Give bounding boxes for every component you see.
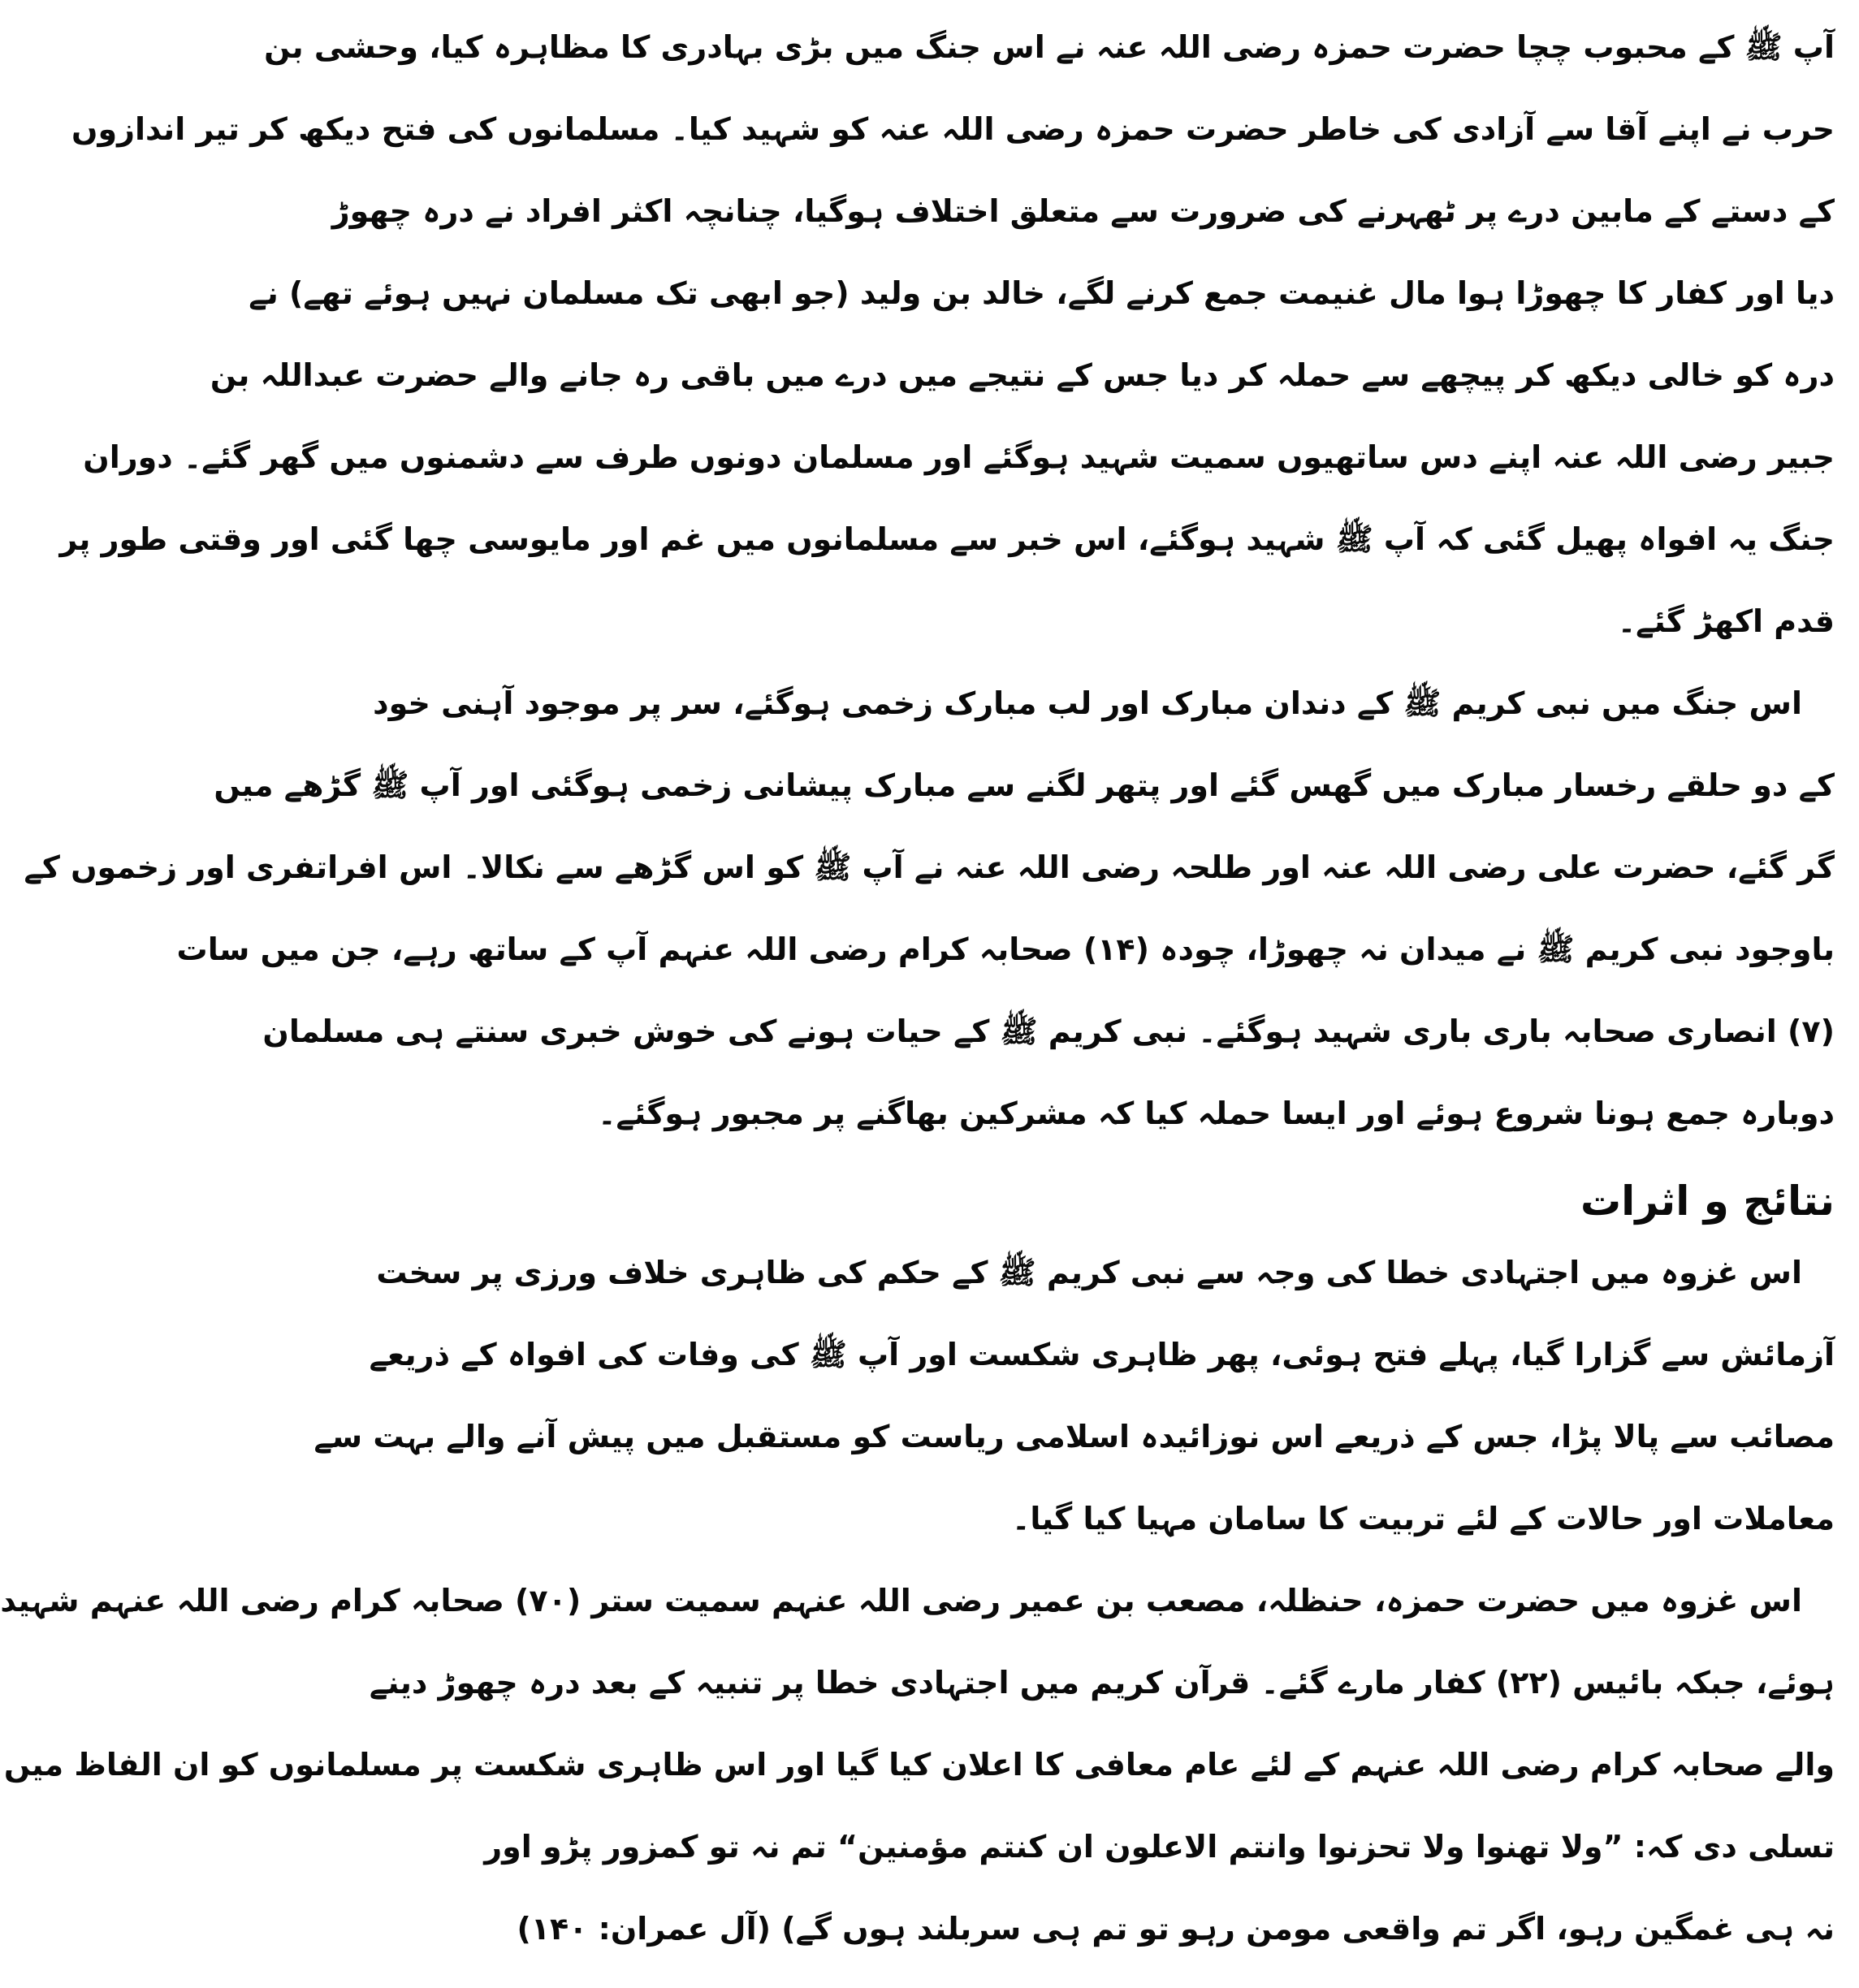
text-line: آپ ﷺ کے محبوب چچا حضرت حمزہ رضی اللہ عنہ نے اس جنگ میں بڑی بہادری کا مظاہرہ کیا، وحشی بن xyxy=(264,29,1835,65)
text-line: جنگ یہ افواہ پھیل گئی کہ آپ ﷺ شہید ہوگئے، اس خبر سے مسلمانوں میں غم اور مایوسی چھا گئی اور وقتی طور پر xyxy=(59,521,1835,557)
text-line: آزمائش سے گزارا گیا، پہلے فتح ہوئی، پھر ظاہری شکست اور آپ ﷺ کی وفات کی افواہ کے ذریعے xyxy=(369,1337,1835,1372)
text-line: باوجود نبی کریم ﷺ نے میدان نہ چھوڑا، چودہ (۱۴) صحابہ کرام رضی اللہ عنہم آپ کے ساتھ رہے، جن میں سات xyxy=(176,931,1835,967)
text-line: اس جنگ میں نبی کریم ﷺ کے دندان مبارک اور لب مبارک زخمی ہوگئے، سر پر موجود آہنی خود xyxy=(373,685,1802,721)
text-line: کے دستے کے مابین درے پر ٹھہرنے کی ضرورت سے متعلق اختلاف ہوگیا، چنانچہ اکثر افراد نے درہ چھوڑ xyxy=(331,193,1835,229)
paragraph-1 xyxy=(59,24,1835,681)
text-line: قدم اکھڑ گئے۔ xyxy=(1617,603,1835,639)
text-line: دیا اور کفار کا چھوڑا ہوا مال غنیمت جمع کرنے لگے، خالد بن ولید (جو ابھی تک مسلمان نہیں ہوئے تھے) نے xyxy=(249,275,1835,311)
text-line: ہوئے، جبکہ بائیس (۲۲) کفار مارے گئے۔ قرآن کریم میں اجتہادی خطا پر تنبیہ کے بعد درہ چھوڑ دینے xyxy=(369,1665,1835,1701)
text-line: معاملات اور حالات کے لئے تربیت کا سامان مہیا کیا گیا۔ xyxy=(1012,1501,1835,1536)
text-line: والے صحابہ کرام رضی اللہ عنہم کے لئے عام معافی کا اعلان کیا گیا اور اس ظاہری شکست پر مسلمانوں کو ان الفاظ میں xyxy=(3,1747,1835,1783)
document-page xyxy=(0,24,1835,1947)
text-line: نہ ہی غمگین رہو، اگر تم واقعی مومن رہو تو تم ہی سربلند ہوں گے) (آل عمران: ۱۴۰) xyxy=(517,1911,1835,1947)
text-line: گر گئے، حضرت علی رضی اللہ عنہ اور طلحہ رضی اللہ عنہ نے آپ ﷺ کو اس گڑھے سے نکالا۔ اس افراتفری اور زخموں کے xyxy=(24,849,1835,885)
text-line: (۷) انصاری صحابہ باری باری شہید ہوگئے۔ نبی کریم ﷺ کے حیات ہونے کی خوش خبری سنتے ہی مسلمان xyxy=(262,1013,1835,1049)
section-heading: نتائج و اثرات xyxy=(1580,1178,1835,1225)
paragraph-4 xyxy=(0,1578,1835,1988)
text-line: جبیر رضی اللہ عنہ اپنے دس ساتھیوں سمیت شہید ہوگئے اور مسلمان دونوں طرف سے دشمنوں میں گھر گئے۔ دوران xyxy=(83,439,1835,475)
text-line: دوبارہ جمع ہونا شروع ہوئے اور ایسا حملہ کیا کہ مشرکین بھاگنے پر مجبور ہوگئے۔ xyxy=(598,1096,1835,1131)
text-line: درہ کو خالی دیکھ کر پیچھے سے حملہ کر دیا جس کے نتیجے میں درے میں باقی رہ جانے والے حضرت عبداللہ بن xyxy=(210,357,1835,393)
text-line: تسلی دی کہ: ”ولا تھنوا ولا تحزنوا وانتم الاعلون ان کنتم مؤمنین“ تم نہ تو کمزور پڑو اور xyxy=(484,1829,1835,1865)
paragraph-2 xyxy=(24,681,1835,1173)
paragraph-3 xyxy=(313,1250,1835,1578)
text-line: مصائب سے پالا پڑا، جس کے ذریعے اس نوزائیدہ اسلامی ریاست کو مستقبل میں پیش آنے والے بہت سے xyxy=(313,1419,1835,1454)
text-line: اس غزوہ میں اجتہادی خطا کی وجہ سے نبی کریم ﷺ کے حکم کی ظاہری خلاف ورزی پر سخت xyxy=(376,1255,1802,1290)
text-line: حرب نے اپنے آقا سے آزادی کی خاطر حضرت حمزہ رضی اللہ عنہ کو شہید کیا۔ مسلمانوں کی فتح دیکھ کر تیر اندازوں xyxy=(71,111,1835,147)
text-line: اس غزوہ میں حضرت حمزہ، حنظلہ، مصعب بن عمیر رضی اللہ عنہم سمیت ستر (۷۰) صحابہ کرام رضی اللہ عنہم شہید xyxy=(0,1583,1802,1618)
text-line: کے دو حلقے رخسار مبارک میں گھس گئے اور پتھر لگنے سے مبارک پیشانی زخمی ہوگئی اور آپ ﷺ گڑھے میں xyxy=(214,767,1835,803)
